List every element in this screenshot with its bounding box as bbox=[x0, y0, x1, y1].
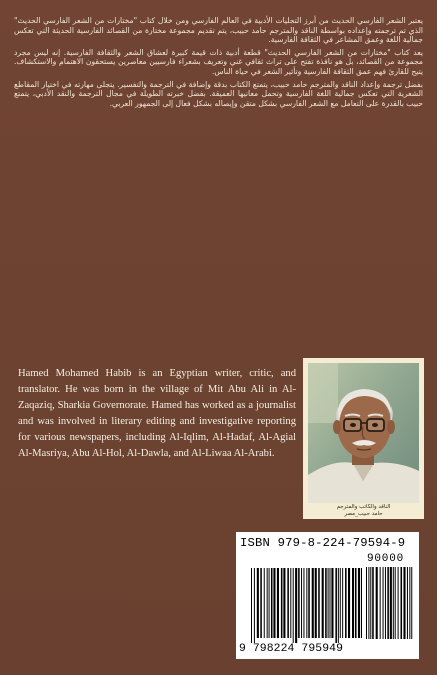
author-photo bbox=[308, 363, 419, 503]
barcode-bar bbox=[267, 568, 268, 638]
barcode-bar bbox=[338, 568, 339, 643]
barcode-bar bbox=[390, 567, 392, 639]
barcode-bar bbox=[325, 568, 327, 638]
barcode-bar bbox=[312, 568, 314, 638]
barcode-bar bbox=[254, 568, 255, 643]
barcode-bar bbox=[393, 567, 394, 639]
ean13-barcode bbox=[250, 568, 362, 644]
barcode-bar bbox=[345, 568, 347, 638]
barcode-bar bbox=[287, 568, 289, 638]
barcode-bar bbox=[277, 568, 279, 638]
barcode-bar bbox=[251, 568, 252, 643]
barcode-bar bbox=[387, 567, 389, 639]
barcode-bar bbox=[340, 568, 341, 638]
barcode-bar bbox=[401, 567, 403, 639]
author-photo-frame bbox=[303, 358, 424, 519]
barcode-bar bbox=[385, 567, 386, 639]
barcode-bar bbox=[409, 567, 410, 639]
barcode-bar bbox=[322, 568, 324, 638]
barcode-bar bbox=[398, 567, 399, 639]
barcode-bar bbox=[361, 568, 362, 638]
barcode-bar bbox=[376, 567, 378, 639]
barcode-bar bbox=[330, 568, 331, 638]
isbn-text: ISBN 979-8-224-79594-9 bbox=[240, 536, 406, 550]
barcode-bar bbox=[348, 568, 350, 638]
arabic-description bbox=[14, 16, 423, 111]
ean-digits: 9 798224 795949 bbox=[239, 643, 344, 655]
barcode-bar bbox=[293, 568, 294, 643]
barcode-bar bbox=[264, 568, 265, 638]
arabic-paragraph-2: يعد كتاب "مختارات من الشعر الفارسي الحديث" قطعة أدبية ذات قيمة كبيرة لعشاق الشعر والثقافة الفارسية. إنه ليس مجرد مجموعة من القصائد، بل هو نافذة تفتح على تراث ثقافي غني وتعريف بشعراء فارسيين معاصرين يستحقون الاهتمام والاستكشاف. يتيح للقارئ فهم عمق الثقافة الفارسية وتأثير الشعر في حياة الناس. bbox=[14, 47, 423, 76]
barcode-bar bbox=[372, 567, 374, 639]
barcode-bar bbox=[370, 567, 371, 639]
barcode-bar bbox=[269, 568, 270, 638]
barcode-bar bbox=[271, 568, 273, 638]
barcode-bar bbox=[257, 568, 259, 638]
barcode-bar bbox=[301, 568, 302, 638]
barcode-bar bbox=[281, 568, 283, 638]
barcode-bar bbox=[295, 568, 297, 643]
barcode-bar bbox=[352, 568, 354, 638]
photo-caption-line2: حامد حبيب_مصر bbox=[344, 511, 383, 517]
barcode-bar bbox=[318, 568, 320, 638]
photo-caption-line1: الناقد والكاتب والمترجم bbox=[336, 504, 391, 510]
barcode-bar bbox=[298, 568, 300, 638]
barcode-bar bbox=[395, 567, 396, 639]
barcode-bar bbox=[411, 567, 412, 639]
barcode-bar bbox=[403, 567, 405, 639]
barcode-bar bbox=[290, 568, 291, 638]
barcode-bar bbox=[273, 568, 275, 638]
arabic-paragraph-3: بفضل ترجمة وإعداد الناقد والمترجم حامد حبيب، يتمتع الكتاب بدقة وإضافة في الترجمة والتفسير. يتجلى مهارته في اختيار المقاطع الشعرية التي تعكس جمالية اللغة الفارسية وتحمل معانيها العميقة. بفضل خبرته الطويلة في مجال الترجمة والنقد الأدبي، يتمتع حبيب بالقدرة على التعامل مع الشعر الفارسي بشكل متقن وإيصاله بشكل فعال إلى الجمهور العربي. bbox=[14, 79, 423, 108]
barcode-bar bbox=[342, 568, 343, 638]
author-portrait-image bbox=[308, 363, 419, 503]
addon-barcode bbox=[365, 567, 413, 641]
author-bio: Hamed Mohamed Habib is an Egyptian writer, critic, and translator. He was born in the village of Mit Abu Ali in Al-Zaqaziq, Sharkia Governorate. Hamed has worked as a journalist and was involved in literary editing and investigative reporting for various newspapers, including Al-Iqlim, Al-Hadaf, Al-Agial Al-Masriya, Abu Al-Hol, Al-Dawla, and Al-Liwaa Al-Arabi. bbox=[18, 368, 296, 459]
barcode-bar bbox=[407, 567, 408, 639]
barcode-bar bbox=[303, 568, 304, 638]
price-code: 90000 bbox=[367, 553, 405, 565]
barcode-bar bbox=[383, 567, 384, 639]
barcode-bar bbox=[315, 568, 317, 638]
barcode-bar bbox=[368, 567, 369, 639]
photo-caption bbox=[308, 503, 419, 520]
barcode-bar bbox=[308, 568, 310, 638]
arabic-paragraph-1: يعتبر الشعر الفارسي الحديث من أبرز التجليات الأدبية في العالم الفارسي ومن خلال كتاب "مختارات من الشعر الفارسي الحديث" الذي تم ترجمته وإعداده بواسطة الناقد والمترجم حامد حبيب، يتم تقديم مجموعة مختارة من القصائد الفارسية الحديثة التي تعكس جمالية اللغة وعمق المشاعر في الثقافة الفارسية. bbox=[14, 16, 423, 45]
barcode-bar bbox=[283, 568, 285, 638]
barcode-bar bbox=[335, 568, 337, 643]
barcode-bar bbox=[358, 568, 360, 638]
barcode-bar bbox=[306, 568, 307, 638]
barcode-bar bbox=[355, 568, 357, 638]
barcode-bar bbox=[260, 568, 262, 638]
barcode-bar bbox=[380, 567, 381, 639]
barcode-bar bbox=[331, 568, 333, 638]
isbn-barcode-box bbox=[236, 532, 419, 659]
barcode-bar bbox=[328, 568, 329, 638]
barcode-bar bbox=[366, 567, 367, 639]
